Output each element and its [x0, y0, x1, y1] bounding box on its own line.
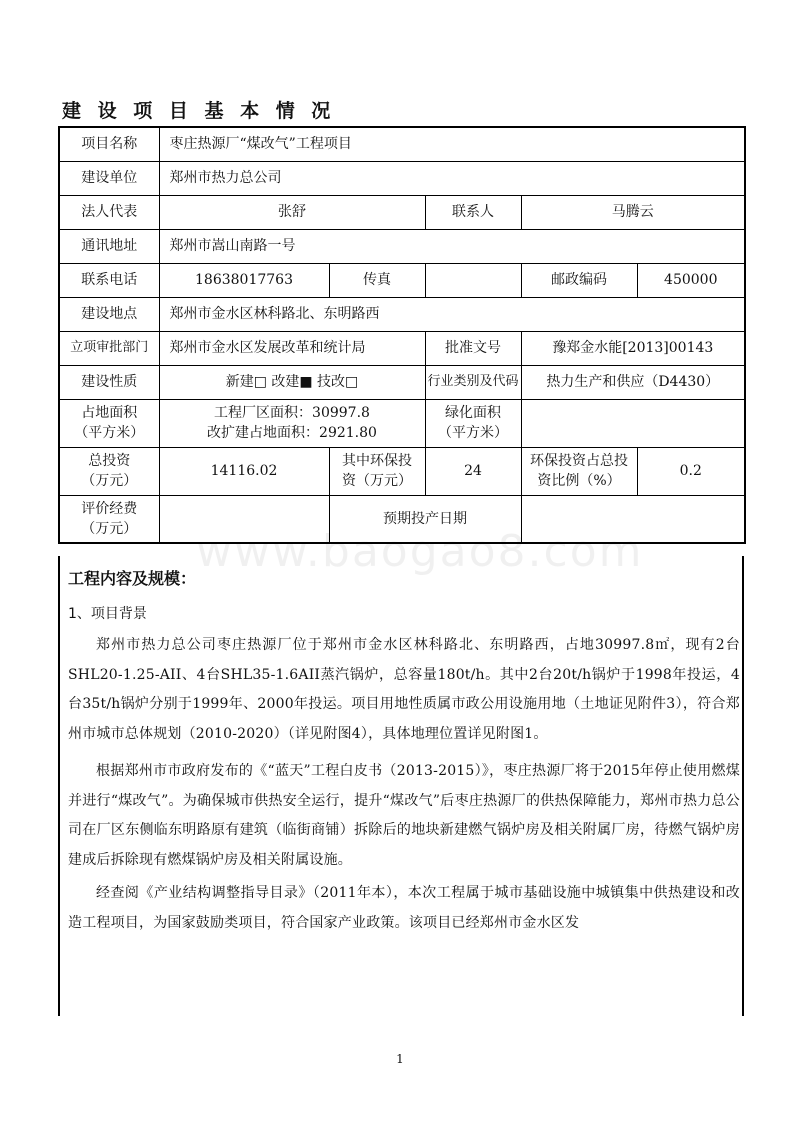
value-legal-rep: 张舒: [159, 195, 425, 229]
value-address: 郑州市嵩山南路一号: [159, 229, 745, 263]
value-builder: 郑州市热力总公司: [159, 161, 745, 195]
label-green-area: [425, 399, 521, 447]
label-industry: 行业类别及代码: [425, 365, 521, 399]
section-title: 工程内容及规模：: [68, 569, 197, 588]
label-green-line2: （平方米）: [438, 425, 508, 441]
label-area-line1: 占地面积: [81, 405, 138, 421]
label-fax: 传真: [329, 263, 425, 297]
value-site: 郑州市金水区林科路北、东明路西: [159, 297, 745, 331]
label-area: [59, 399, 159, 447]
label-total-investment: [59, 447, 159, 495]
value-area: [159, 399, 425, 447]
value-approval-no: 豫郑金水能[2013]00143: [521, 331, 745, 365]
label-env-invest-line1: 其中环保投: [342, 453, 412, 469]
label-env-ratio: [521, 447, 637, 495]
label-invest-line2: （万元）: [81, 473, 138, 489]
page-title: 建 设 项 目 基 本 情 况: [62, 100, 336, 122]
value-project-name: 枣庄热源厂“煤改气”工程项目: [159, 127, 745, 161]
value-area-line2: 改扩建占地面积：2921.80: [207, 425, 377, 441]
value-postcode: 450000: [637, 263, 745, 297]
label-phone: 联系电话: [59, 263, 159, 297]
value-approval-dept: 郑州市金水区发展改革和统计局: [159, 331, 425, 365]
label-eval-line2: （万元）: [81, 520, 138, 537]
value-fax: [425, 263, 521, 297]
label-area-line2: （平方米）: [74, 425, 145, 441]
label-site: 建设地点: [59, 297, 159, 331]
value-area-line1: 工程厂区面积：30997.8: [214, 405, 370, 421]
value-expected-date: [521, 495, 745, 543]
paragraph-3: 经查阅《产业结构调整指导目录》（2011年本），本次工程属于城市基础设施中城镇集中供热建设和改造工程项目，为国家鼓励类项目，符合国家产业政策。该项目已经郑州市金水区发: [68, 885, 740, 931]
label-env-investment: [329, 447, 425, 495]
label-address: 通讯地址: [59, 229, 159, 263]
label-postcode: 邮政编码: [521, 263, 637, 297]
label-approval-no: 批准文号: [425, 331, 521, 365]
page-number: 1: [396, 1052, 404, 1066]
label-eval-line1: 评价经费: [81, 500, 138, 517]
label-env-ratio-line2: 资比例（%）: [537, 473, 621, 489]
label-eval-cost: [59, 495, 159, 543]
label-green-line1: 绿化面积: [445, 405, 501, 421]
label-invest-line1: 总投资: [88, 453, 131, 469]
watermark: www.baogao8.com: [196, 526, 644, 577]
paragraph-2: 根据郑州市市政府发布的《“蓝天”工程白皮书（2013-2015）》，枣庄热源厂将于2015年停止使用燃煤并进行“煤改气”。为确保城市供热安全运行，提升“煤改气”后枣庄热源厂的供热保障能力，郑州市热力总公司在厂区东侧临东明路原有建筑（临街商铺）拆除后的地块新建燃气锅炉房及相关附属厂房，待燃气锅炉房建成后拆除现有燃煤锅炉房及相关附属设施。: [68, 763, 740, 868]
value-env-ratio: 0.2: [637, 447, 745, 495]
subsection-title: 1、项目背景: [68, 606, 147, 622]
value-env-investment: 24: [425, 447, 521, 495]
paragraph-1: 郑州市热力总公司枣庄热源厂位于郑州市金水区林科路北、东明路西，占地30997.8㎡，现有2台SHL20-1.25-AII、4台SHL35-1.6AII蒸汽锅炉，总容量180t/h。其中2台20t/h锅炉于1998年投运，4台35t/h锅炉分别于1999年、2000年投运。项目用地性质属市政公用设施用地（土地证见附件3），符合郑州市城市总体规划（2010-2020）（详见附图4），具体地理位置详见附图1。: [68, 637, 740, 742]
label-nature: 建设性质: [59, 365, 159, 399]
content-box: [58, 556, 744, 1016]
value-nature: 新建□ 改建■ 技改□: [159, 365, 425, 399]
value-phone: 18638017763: [159, 263, 329, 297]
value-green-area: [521, 399, 745, 447]
label-contact: 联系人: [425, 195, 521, 229]
basic-info-table: [58, 126, 746, 544]
label-env-ratio-line1: 环保投资占总投: [530, 453, 628, 469]
value-total-investment: 14116.02: [159, 447, 329, 495]
label-approval-dept: 立项审批部门: [59, 331, 159, 365]
label-env-invest-line2: 资（万元）: [342, 473, 412, 489]
value-eval-cost: [159, 495, 329, 543]
value-contact: 马腾云: [521, 195, 745, 229]
label-legal-rep: 法人代表: [59, 195, 159, 229]
value-industry: 热力生产和供应（D4430）: [521, 365, 745, 399]
label-expected-date: 预期投产日期: [329, 495, 521, 543]
label-builder: 建设单位: [59, 161, 159, 195]
label-project-name: 项目名称: [59, 127, 159, 161]
